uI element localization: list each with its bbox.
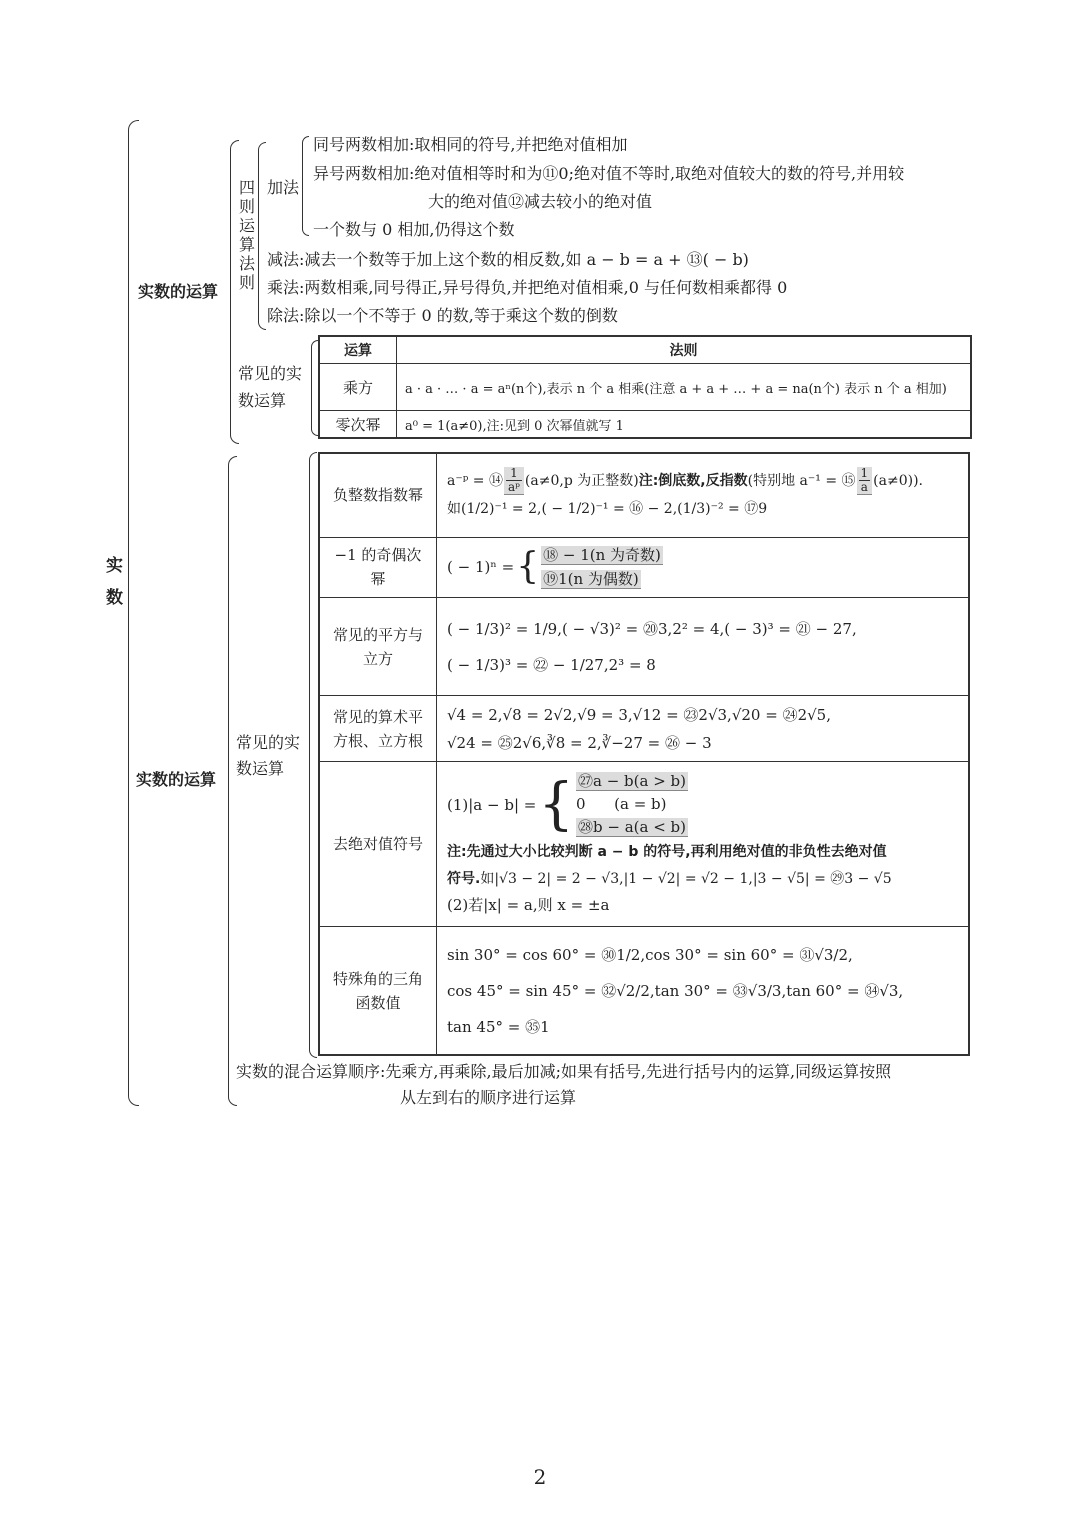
row-content [437, 696, 970, 762]
group2-brace [228, 456, 237, 1106]
table-row [319, 597, 969, 695]
row-content: (1)|a − b| = { ㉗a − b(a > b) 0 (a = b) ㉘b − a(a < b) 注:先通过大小比较判断 a − b 的符号,再利用绝对值的非负性去绝对值 符号.如|√3 − 2| = 2 − √3,|1 − √2| = √2 − 1,|3 − √5| = ㉙3 − √5 (2)若|x| = a,则 x = ±a [437, 762, 970, 927]
neg-exponent-line-1: a⁻ᵖ = ⑭ $\frac{1}{\text{aᵖ}}$ (a≠0,p 为正整数)注:倒底数,反指数(特别地 a⁻¹ = ⑮ $\frac{1}{a}$ (a≠0)). [447, 466, 923, 495]
abs-note: 注:先通过大小比较判断 a − b 的符号,再利用绝对值的非负性去绝对值 [447, 844, 887, 861]
real-number-operations-table [318, 452, 970, 1056]
answer-18: ⑱ − 1(n 为奇数) [543, 546, 661, 565]
rules-title-vertical: 四 则 运 算 法 则 [238, 178, 255, 292]
division-rule: 除法:除以一个不等于 0 的数,等于乘这个数的倒数 [267, 306, 618, 325]
abs-example: 符号.如|√3 − 2| = 2 − √3,|1 − √2| = √2 − 1,|3 − √5| = ㉙3 − √5 [447, 871, 892, 888]
trig-line-1: sin 30° = cos 60° = ㉚1/2,cos 30° = sin 60° = ㉛√3/2, [447, 945, 853, 964]
root-brace [128, 120, 139, 1106]
group1-common-label-a: 常见的实 [238, 364, 303, 383]
row-label: −1 的奇偶次幂 [319, 537, 437, 597]
roots-line-1: √4 = 2,√8 = 2√2,√9 = 3,√12 = ㉓2√3,√20 = ㉔2√5, [447, 705, 831, 724]
row-content [437, 597, 970, 695]
table-cell-rule: a⁰ = 1(a≠0),注:见到 0 次幂值就写 1 [397, 411, 972, 439]
group2-common-label-a: 常见的实 [236, 733, 301, 752]
row-label: 负整数指数幂 [319, 453, 437, 537]
row-label: 常见的算术平方根、立方根 [319, 696, 437, 762]
row-label: 常见的平方与立方 [319, 597, 437, 695]
neg-exponent-note: 注:倒底数,反指数 [638, 473, 748, 490]
addition-line-2b: 大的绝对值⑫减去较小的绝对值 [428, 192, 653, 211]
abs-line-2: (2)若|x| = a,则 x = ±a [447, 896, 610, 915]
row-label: 去绝对值符号 [319, 762, 437, 927]
table-cell-name: 零次幂 [319, 411, 397, 439]
answer-27: ㉗a − b(a > b) [577, 772, 686, 791]
page-number: 2 [533, 1465, 547, 1489]
table-cell-name: 乘方 [319, 364, 397, 411]
answer-15: $\frac{1}{a}$ [857, 467, 873, 495]
trig-line-2: cos 45° = sin 45° = ㉜√2/2,tan 30° = ㉝√3/3,tan 60° = ㉞√3, [447, 981, 904, 1000]
table-row [319, 411, 971, 439]
group2-title: 实数的运算 [136, 770, 217, 789]
group1-title: 实数的运算 [138, 282, 219, 301]
group1-common-label-b: 数运算 [238, 391, 287, 410]
addition-line-1: 同号两数相加:取相同的符号,并把绝对值相加 [313, 135, 628, 154]
addition-label: 加法 [267, 178, 300, 197]
addition-line-2: 异号两数相加:绝对值相等时和为⑪0;绝对值不等时,取绝对值较大的数的符号,并用较 [313, 164, 905, 183]
addition-line-3: 一个数与 0 相加,仍得这个数 [313, 220, 515, 239]
root-label-bottom: 数 [106, 588, 123, 608]
subtraction-rule: 减法:减去一个数等于加上这个数的相反数,如 a − b = a + ⑬( − b) [267, 250, 749, 269]
answer-28: ㉘b − a(a < b) [577, 818, 686, 837]
row-label: 特殊角的三角函数值 [319, 927, 437, 1055]
answer-19: ⑲1(n 为偶数) [543, 570, 639, 589]
table-header-operation: 运算 [319, 336, 397, 364]
table-row [319, 927, 969, 1055]
multiplication-rule: 乘法:两数相乘,同号得正,异号得负,并把绝对值相乘,0 与任何数相乘都得 0 [267, 278, 788, 297]
table-cell-rule: a · a · … · a = aⁿ(n个),表示 n 个 a 相乘(注意 a + a + … + a = na(n个) 表示 n 个 a 相加) [397, 364, 972, 411]
group2-common-label-b: 数运算 [236, 759, 285, 778]
row-content [437, 453, 970, 537]
neg-exponent-line-2: 如(1/2)⁻¹ = 2,( − 1/2)⁻¹ = ⑯ − 2,(1/3)⁻² = ⑰9 [447, 501, 768, 518]
root-label-top: 实 [106, 556, 123, 576]
order-line-2: 从左到右的顺序进行运算 [400, 1088, 577, 1107]
group2-common-brace [309, 452, 317, 1058]
table-row [319, 364, 971, 411]
table-row [319, 453, 969, 537]
roots-line-2: √24 = ㉕2√6,∛8 = 2,∛−27 = ㉖ − 3 [447, 733, 712, 752]
rules-brace [258, 142, 266, 330]
table-header-row [319, 336, 971, 364]
exponent-rules-table [318, 335, 972, 439]
trig-line-3: tan 45° = ㉟1 [447, 1017, 550, 1036]
order-line-1: 实数的混合运算顺序:先乘方,再乘除,最后加减;如果有括号,先进行括号内的运算,同级运算按照 [236, 1062, 892, 1081]
table-header-rule: 法则 [397, 336, 972, 364]
squares-cubes-line-2: ( − 1/3)³ = ㉒ − 1/27,2³ = 8 [447, 655, 656, 674]
answer-14: $\frac{1}{\text{aᵖ}}$ [504, 467, 524, 495]
row-content [437, 927, 970, 1055]
table-row [319, 696, 969, 762]
table-row [319, 537, 969, 597]
group1-common-brace [311, 340, 318, 436]
row-content: ( − 1)ⁿ = { ⑱ − 1(n 为奇数) ⑲1(n 为偶数) [437, 537, 970, 597]
table-row [319, 762, 969, 927]
squares-cubes-line-1: ( − 1/3)² = 1/9,( − √3)² = ⑳3,2² = 4,( − 3)³ = ㉑ − 27, [447, 619, 857, 638]
addition-brace [302, 136, 309, 236]
